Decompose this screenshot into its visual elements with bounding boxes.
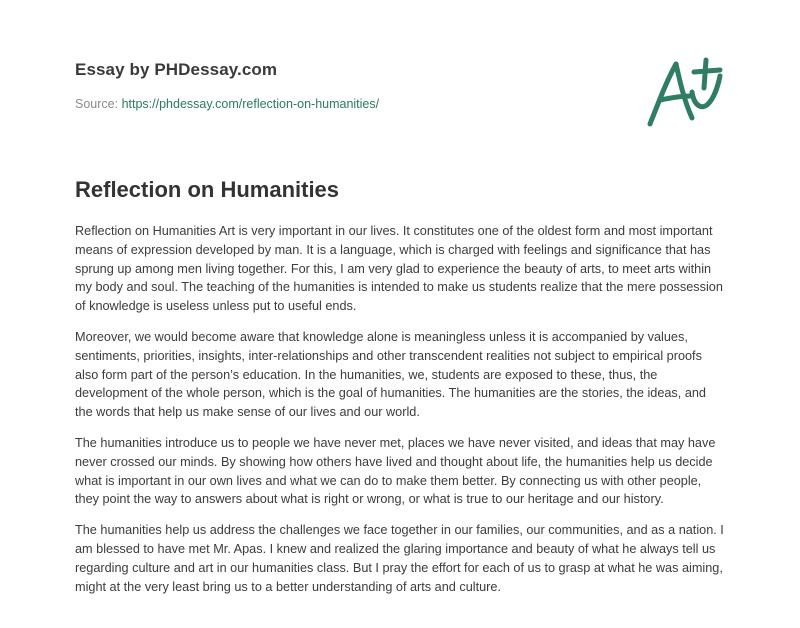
essay-paragraph: The humanities introduce us to people we have never met, places we have never visited, and ideas that may have never crossed our minds. By showing how others have lived and thought about life, the humanities help us decide what is important in our own lives and what we can do to make them better. By connecting us with other people, they point the way to answers about what is right or wrong, or what is true to our heritage and our history. bbox=[75, 435, 716, 507]
site-title: Essay by PHDessay.com bbox=[75, 60, 278, 79]
a-left-stroke bbox=[650, 64, 676, 124]
essay-paragraph: The humanities help us address the challenges we face together in our families, our communities, and as a nation. I am blessed to have met Mr. Apas. I knew and realized the glaring importance and beauty of what he always tell us regarding culture and art in our humanities class. But I pray the effort for each of us to grasp at what he was aiming, might at the very least bring us to a better understanding of arts and culture. bbox=[75, 523, 724, 594]
a-plus-grade-icon bbox=[640, 52, 730, 132]
a-right-stroke bbox=[676, 64, 692, 118]
source-label: Source: bbox=[75, 97, 119, 111]
source-link[interactable]: https://phdessay.com/reflection-on-humanities/ bbox=[121, 97, 380, 111]
plus-vertical bbox=[704, 60, 706, 88]
essay-paragraph: Moreover, we would become aware that knowledge alone is meaningless unless it is accompanied by values, sentiments, priorities, insights, inter-relationships and other transcendent realities not subject to empirical proofs also form part of the person’s education. In the humanities, we, students are exposed to these, thus, the development of the whole person, which is the goal of humanities. The humanities are the stories, the ideas, and the words that help us make sense of our lives and our world. bbox=[75, 329, 706, 420]
plus-horizontal bbox=[694, 70, 720, 72]
essay-paragraph: Reflection on Humanities Art is very important in our lives. It constitutes one of the oldest form and most important means of expression developed by man. It is a language, which is charged with feelings and significance that has sprung up among men living together. For this, I am very glad to experience the beauty of arts, to meet arts within my body and soul. The teaching of the humanities is intended to make us students realize that the mere possession of knowledge is useless unless put to useful ends. bbox=[75, 224, 723, 314]
source-line bbox=[75, 97, 379, 111]
essay-title: Reflection on Humanities bbox=[75, 177, 340, 202]
essay-body bbox=[75, 222, 727, 608]
a-plus-logo-svg bbox=[640, 52, 730, 132]
